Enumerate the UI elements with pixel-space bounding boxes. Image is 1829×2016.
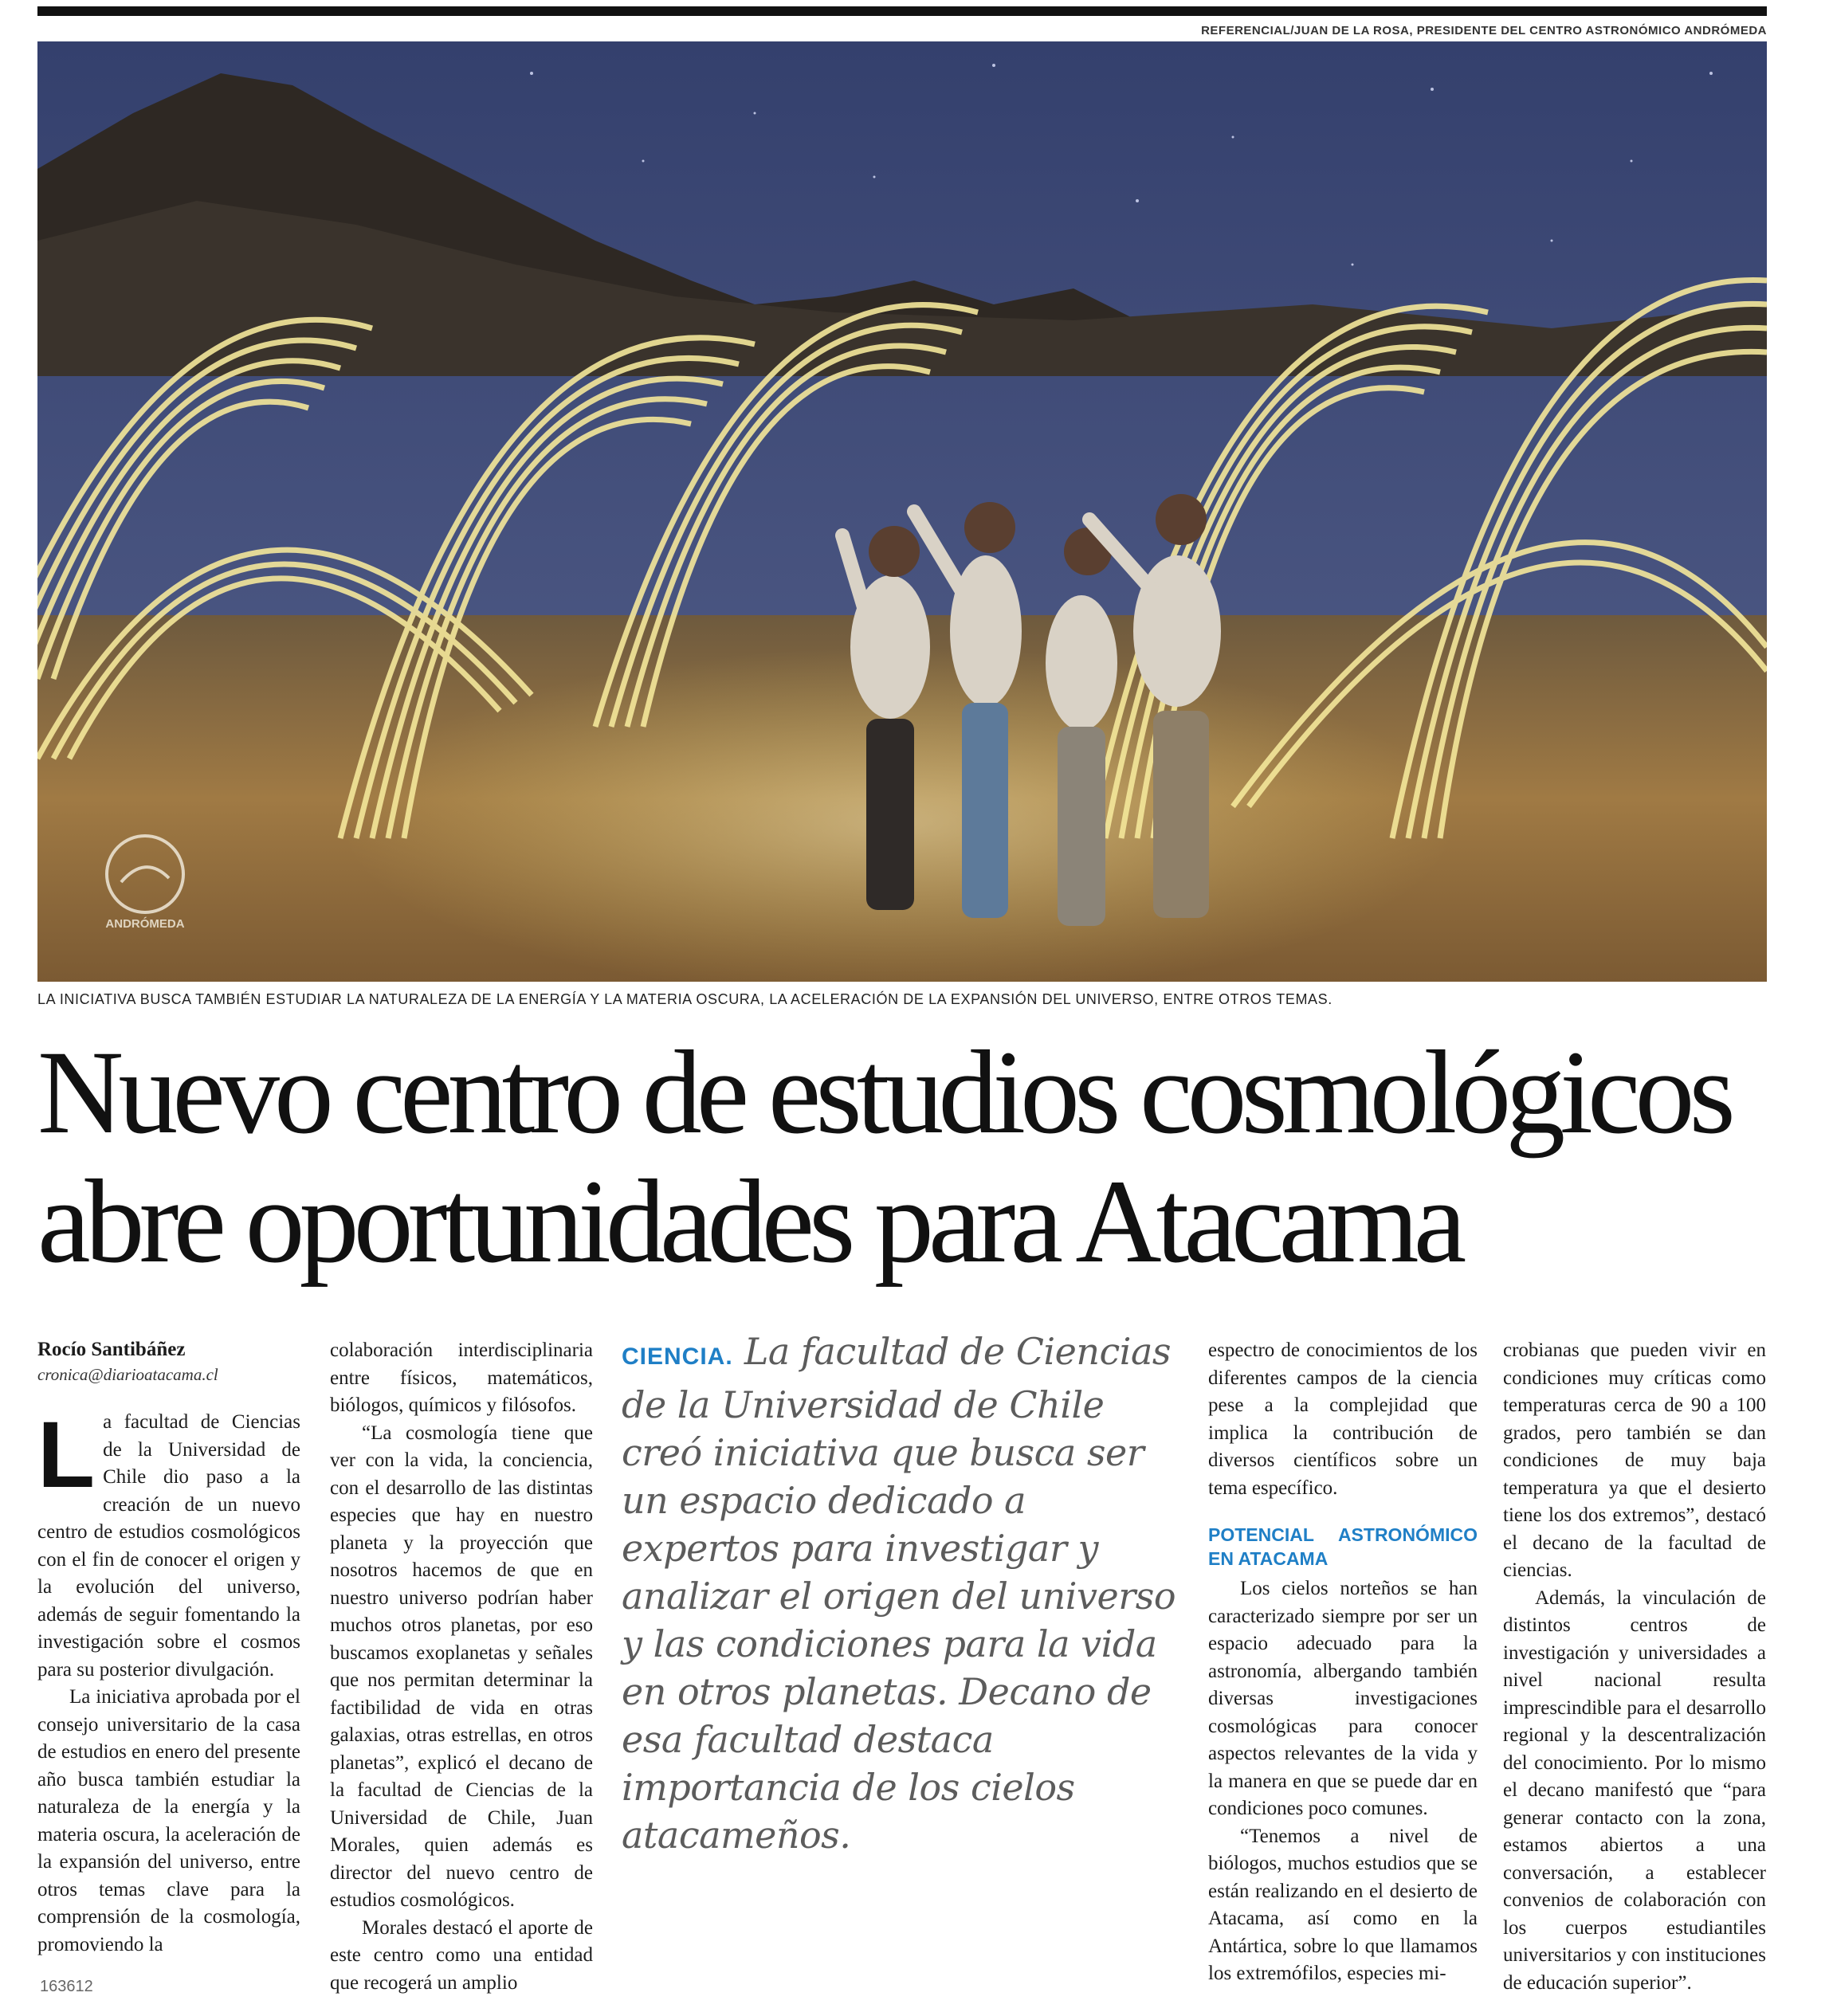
subheading: POTENCIAL ASTRONÓMICO EN ATACAMA: [1208, 1524, 1478, 1569]
photo-caption: LA INICIATIVA BUSCA TAMBIÉN ESTUDIAR LA NATURALEZA DE LA ENERGÍA Y LA MATERIA OSCURA, LA ACELERACIÓN DE LA EXPANSIÓN DEL UNIVERSO, ENTRE OTROS TEMAS.: [37, 991, 1333, 1007]
paragraph-1: [37, 1402, 300, 1684]
author-email: cronica@diarioatacama.cl: [37, 1365, 218, 1384]
paragraph-5: Morales destacó el aporte de este centro como una entidad que recogerá un amplio: [330, 1916, 593, 1994]
lead-summary: [622, 1328, 1179, 1859]
paragraph-7: Los cielos norteños se han caracterizado siempre por ser un espacio adecuado para la astronomía, albergando también diversas investigaciones cosmológicas para conocer aspectos relevantes de la vida y la manera en que se puede dar en condiciones poco comunes.: [1208, 1578, 1478, 1819]
column-2: [330, 1337, 593, 1997]
top-rule: [37, 6, 1767, 16]
paragraph-6: espectro de conocimientos de los diferentes campos de la ciencia pese a la complejidad que implica la contribución de diversos científicos sobre un tema específico.: [1208, 1339, 1478, 1499]
column-1: [37, 1337, 300, 1959]
section-tag: CIENCIA.: [622, 1343, 733, 1370]
drop-cap: L: [37, 1402, 96, 1508]
paragraph-2: La iniciativa aprobada por el consejo universitario de la casa de estudios en enero del presente año busca también estudiar la naturaleza de la energía y la materia oscura, la aceleración de la expansión del universo, entre otros temas clave para la comprensión de la cosmología, promoviendo la: [37, 1686, 300, 1955]
paragraph-3: colaboración interdisciplinaria entre físicos, matemáticos, biólogos, químicos y filósofos.: [330, 1339, 593, 1416]
svg-text:ANDRÓMEDA: ANDRÓMEDA: [105, 917, 185, 931]
column-5: [1503, 1337, 1766, 1997]
photo-credit: REFERENCIAL/JUAN DE LA ROSA, PRESIDENTE DEL CENTRO ASTRONÓMICO ANDRÓMEDA: [1201, 24, 1767, 37]
headline-line-2: abre oportunidades para Atacama: [37, 1155, 1462, 1288]
author-name: Rocío Santibáñez: [37, 1339, 186, 1360]
paragraph-9: crobianas que pueden vivir en condiciones muy críticas como temperaturas cerca de 90 a 100 grados, pero también se dan condiciones de muy baja temperatura ya que el desierto tiene los dos extremos”, destacó el decano de la facultad de ciencias.: [1503, 1339, 1766, 1581]
night-desert-light-painting-image: [37, 41, 1767, 982]
headline: [37, 1028, 1791, 1286]
headline-line-1: Nuevo centro de estudios cosmológicos: [37, 1026, 1730, 1159]
lead-text: La facultad de Ciencias de la Universidad de Chile creó iniciativa que busca ser un espacio dedicado a expertos para investigar y analizar el origen del universo y las condiciones para la vida en otros planetas. Decano de esa facultad destaca importancia de los cielos atacameños.: [622, 1330, 1176, 1857]
article-photo: [37, 41, 1767, 982]
paragraph-8: “Tenemos a nivel de biólogos, muchos estudios que se están realizando en el desierto de Atacama, así como en la Antártica, sobre lo que llamamos los extremófilos, especies mi-: [1208, 1825, 1478, 1984]
column-4: [1208, 1337, 1478, 1988]
paragraph-10: Además, la vinculación de distintos centros de investigación y universidades a nivel nacional resulta imprescindible para el desarrollo regional y la descentralización del conocimiento. Por lo mismo el decano manifestó que “para generar contacto con la zona, estamos abiertos a una conversación, a establecer convenios de colaboración con los cuerpos estudiantiles universitarios y con instituciones de educación superior”.: [1503, 1587, 1766, 1994]
paragraph-1-text: a facultad de Ciencias de la Universidad de Chile dio paso a la creación de un nuevo centro de estudios cosmológicos con el fin de conocer el origen y la evolución del universo, además de seguir fomentando la investigación sobre el cosmos para su posterior divulgación.: [37, 1411, 300, 1681]
paragraph-4: “La cosmología tiene que ver con la vida, la conciencia, con el desarrollo de las distintas especies que hay en nuestro planeta y la proyección que nosotros hacemos de que en nuestro universo podrían haber muchos otros planetas, por eso buscamos exoplanetas y señales que nos permitan determinar la factibilidad de vida en otras galaxias, otras estrellas, en otros planetas”, explicó el decano de la facultad de Ciencias de la Universidad de Chile, Juan Morales, quien además es director del nuevo centro de estudios cosmológicos.: [330, 1422, 593, 1911]
page-code: 163612: [40, 1978, 93, 1995]
